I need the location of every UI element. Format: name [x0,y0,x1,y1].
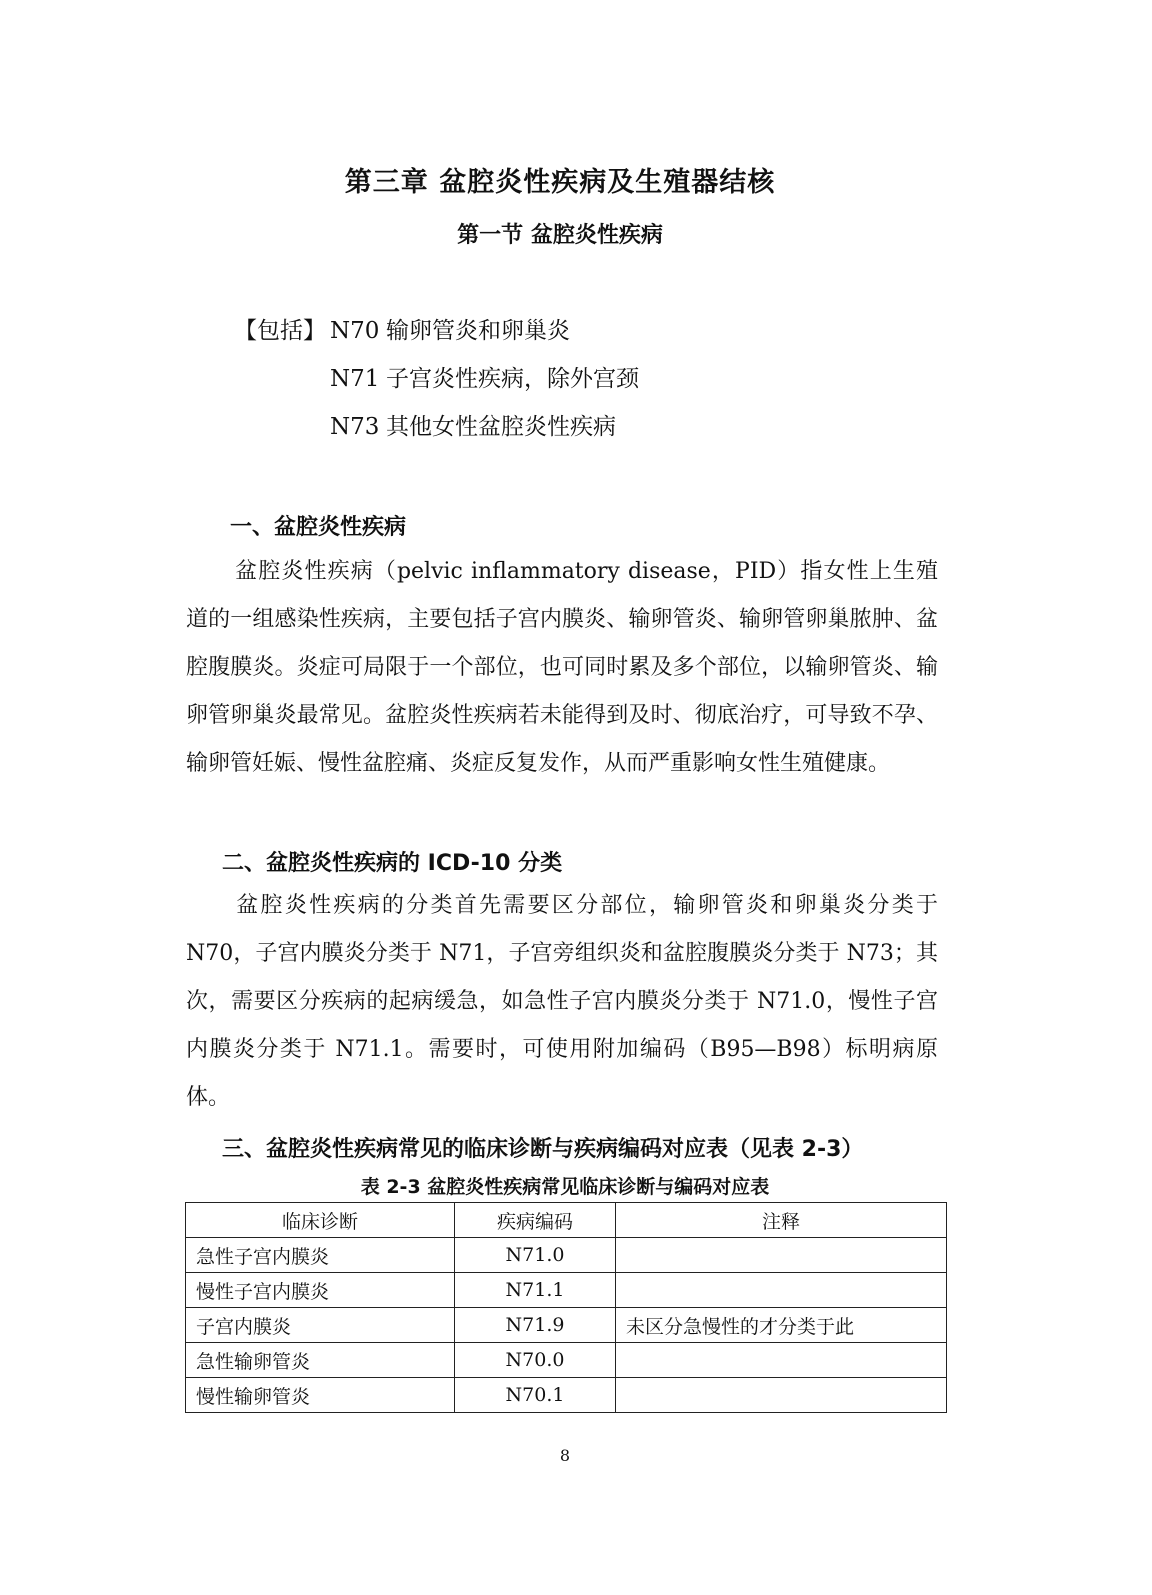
diagnosis-cell: 急性子宫内膜炎 [186,1238,455,1273]
table-row [186,1343,947,1378]
table-row [186,1378,947,1413]
diagnosis-cell: 急性输卵管炎 [186,1343,455,1378]
note-cell [616,1273,947,1308]
includes-text: 其他女性盆腔炎性疾病 [386,414,616,440]
includes-text: 子宫炎性疾病，除外宫颈 [386,366,639,392]
diagnosis-cell: 子宫内膜炎 [186,1308,455,1343]
includes-code: N73 [330,414,380,440]
code-cell: N70.0 [455,1343,616,1378]
table-header-row [186,1203,947,1238]
table-header-cell: 疾病编码 [455,1203,616,1238]
includes-label: 【包括】 [234,318,326,344]
diagnosis-cell: 慢性子宫内膜炎 [186,1273,455,1308]
body-paragraph [186,548,938,788]
table-caption: 表 2-3 盆腔炎性疾病常见临床诊断与编码对应表 [360,1176,770,1198]
note-cell [616,1343,947,1378]
table-row [186,1273,947,1308]
diagnosis-cell: 慢性输卵管炎 [186,1378,455,1413]
section-heading: 三、盆腔炎性疾病常见的临床诊断与疾病编码对应表（见表 2-3） [222,1137,864,1162]
section-heading: 一、盆腔炎性疾病 [230,515,407,540]
page-number: 8 [559,1446,571,1465]
code-cell: N71.0 [455,1238,616,1273]
code-cell: N71.9 [455,1308,616,1343]
includes-code: N70 [330,318,380,344]
table-row [186,1238,947,1273]
paragraph-text: 盆腔炎性疾病（pelvic inflammatory disease，PID）指女性上生殖道的一组感染性疾病，主要包括子宫内膜炎、输卵管炎、输卵管卵巢脓肿、盆腔腹膜炎。炎症可局限于一个部位，也可同时累及多个部位，以输卵管炎、输卵管卵巢炎最常见。盆腔炎性疾病若未能得到及时、彻底治疗，可导致不孕、输卵管妊娠、慢性盆腔痛、炎症反复发作，从而严重影响女性生殖健康。 [186,559,938,776]
chapter-title: 第三章 盆腔炎性疾病及生殖器结核 [344,167,776,198]
table-header-cell: 临床诊断 [186,1203,455,1238]
includes-code: N71 [330,366,380,392]
note-cell [616,1238,947,1273]
note-cell [616,1378,947,1413]
paragraph-text: 盆腔炎性疾病的分类首先需要区分部位，输卵管炎和卵巢炎分类于N70，子宫内膜炎分类于 N71，子宫旁组织炎和盆腔腹膜炎分类于 N73；其次，需要区分疾病的起病缓急，如急性子宫内膜炎分类于 N71.0，慢性子宫内膜炎分类于 N71.1。需要时，可使用附加编码（B95—B98）标明病原体。 [186,893,938,1110]
code-cell: N70.1 [455,1378,616,1413]
body-paragraph [186,882,938,1122]
table-row [186,1308,947,1343]
includes-text: 输卵管炎和卵巢炎 [386,318,570,344]
section-heading: 二、盆腔炎性疾病的 ICD-10 分类 [222,851,563,876]
note-cell: 未区分急慢性的才分类于此 [616,1308,947,1343]
section-title: 第一节 盆腔炎性疾病 [457,223,663,248]
table-header-cell: 注释 [616,1203,947,1238]
diagnosis-code-table [185,1202,947,1413]
code-cell: N71.1 [455,1273,616,1308]
